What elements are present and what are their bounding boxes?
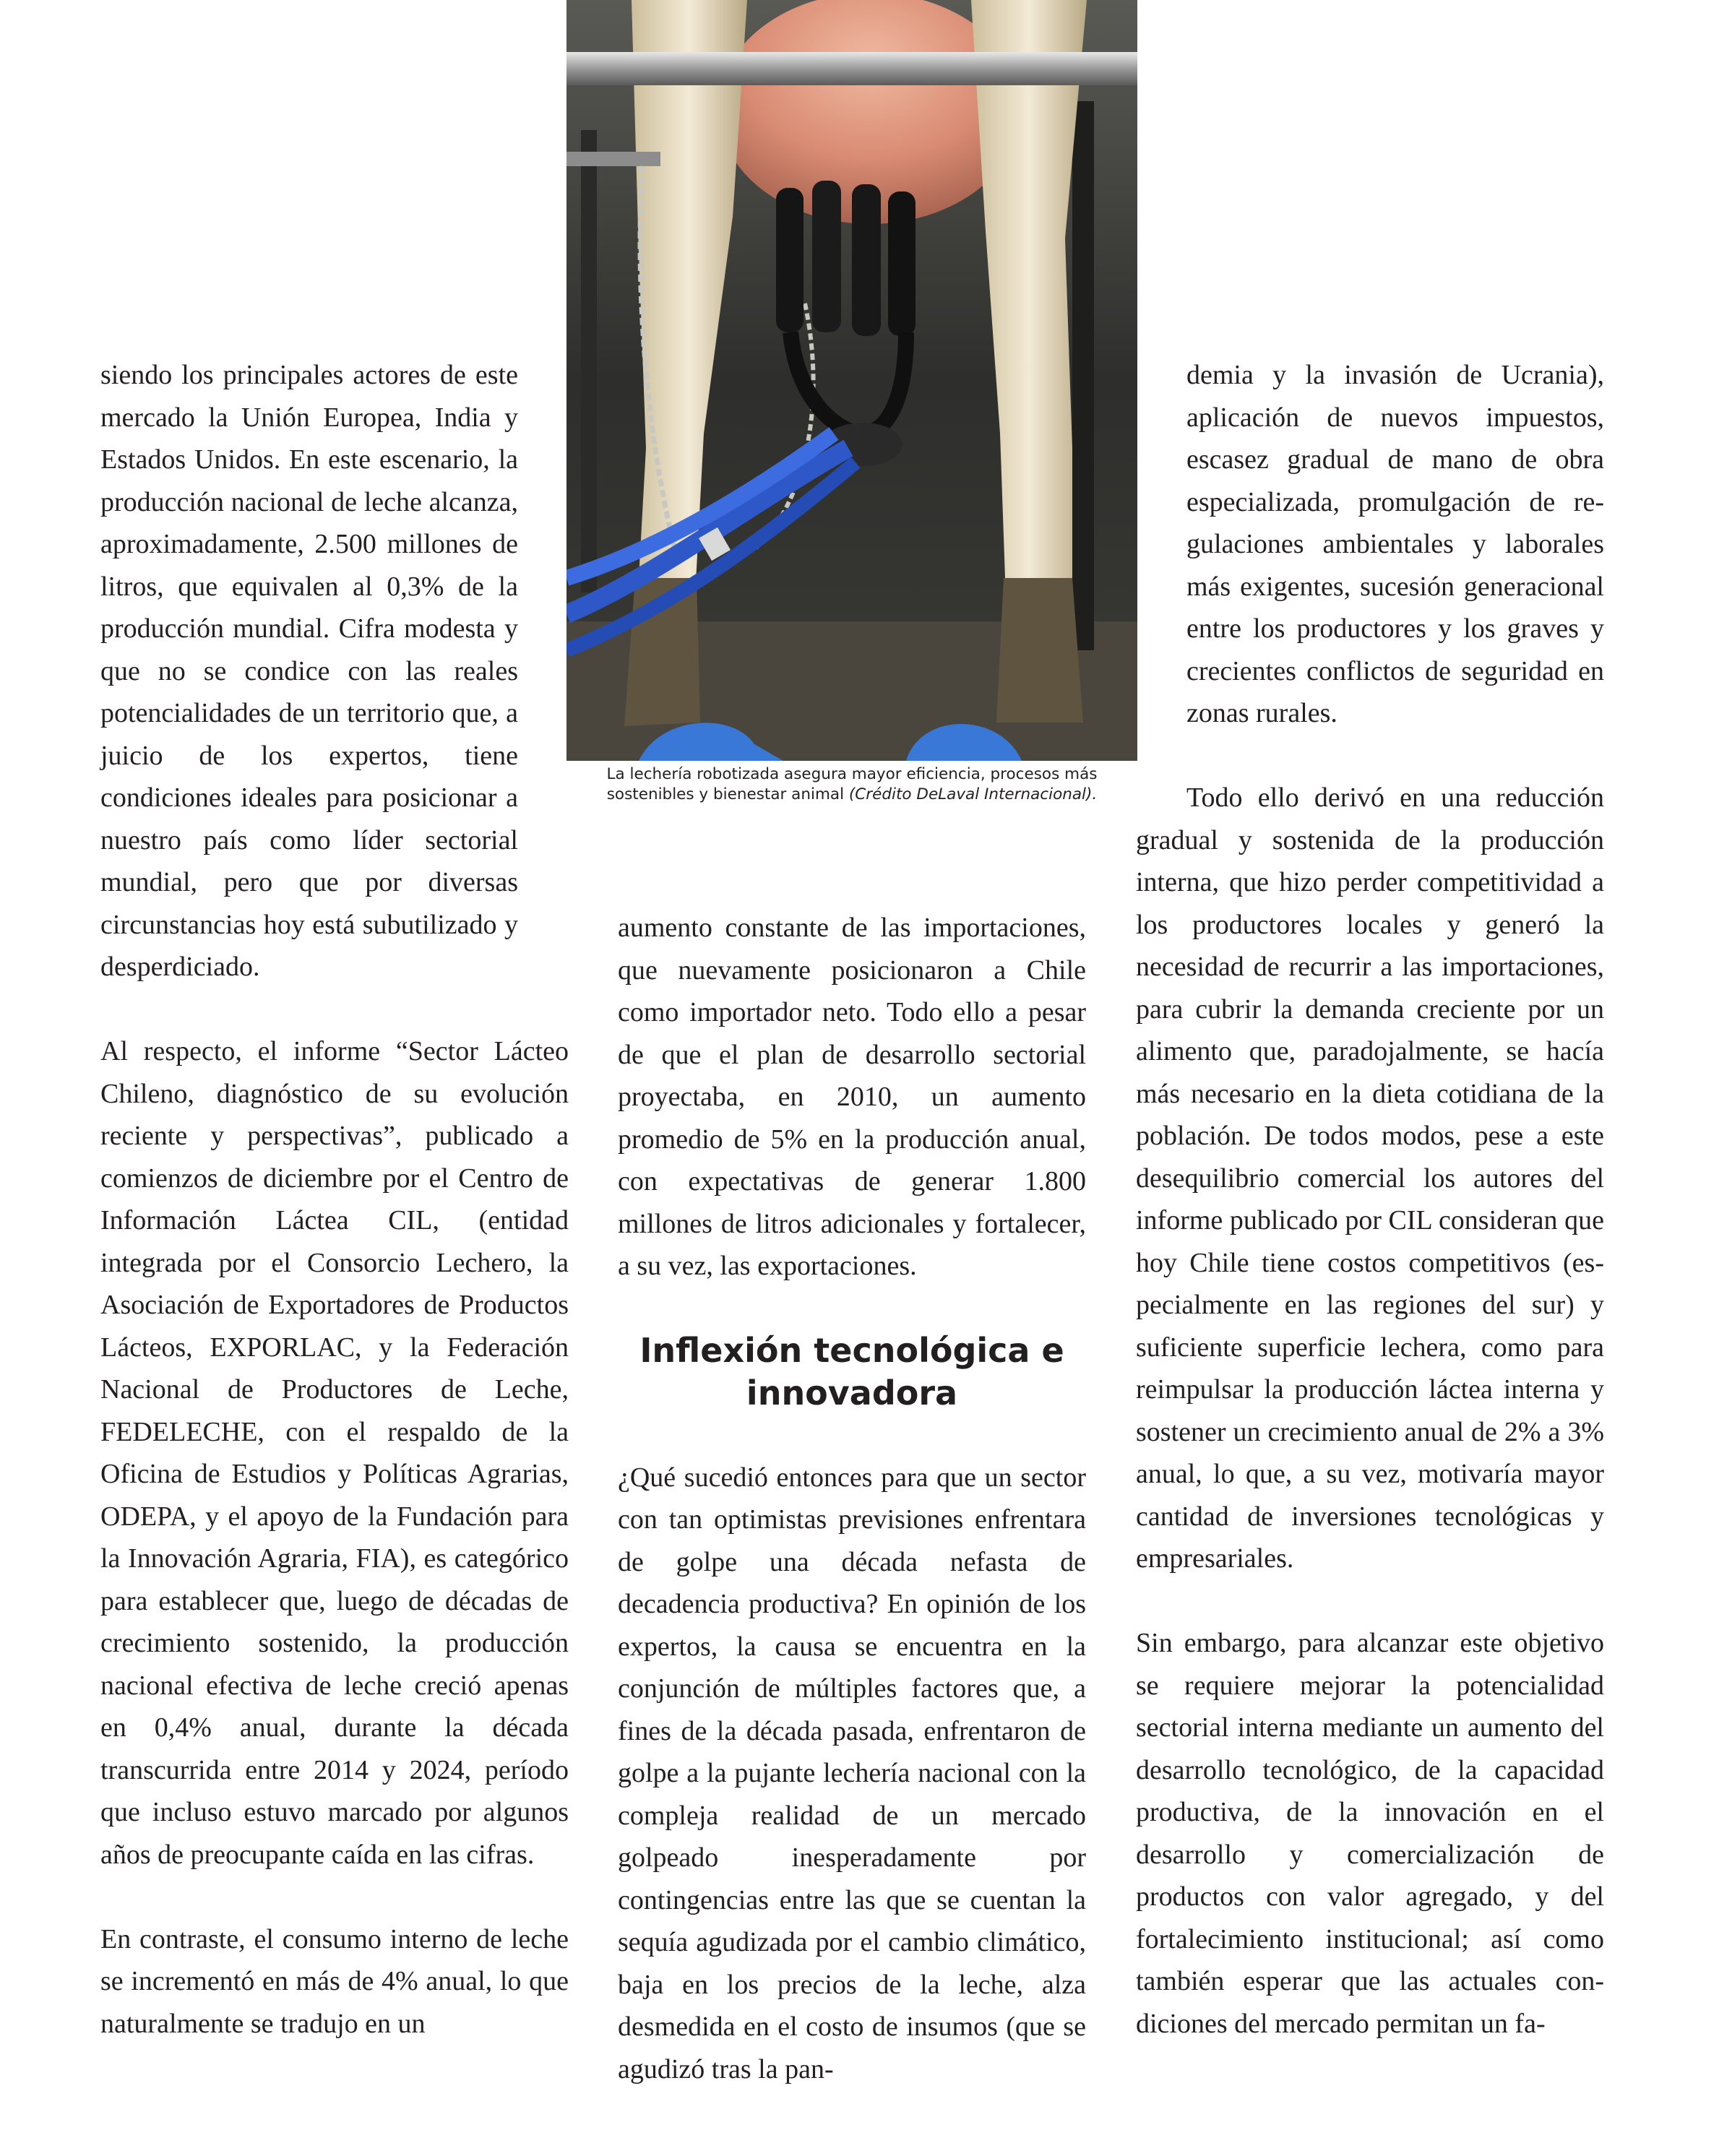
milking-robot-photo <box>566 0 1137 761</box>
photo-credit: (Crédito DeLaval Internacional). <box>848 785 1098 803</box>
paragraph: Sin embargo, para alcanzar este objetivo se requiere mejorar la potencialidad sectorial interna mediante un aumento del desarrollo tecnológico, de la capacidad productiva, de la innovación en el desarrollo y comercialización de productos con valor agregado, y del fortalecimiento institucional; así como también esperar que las actuales condiciones del mercado permitan un fa- <box>1136 1628 1604 2039</box>
paragraph: Todo ello derivó en una reducción gradual y sostenida de la producción interna, que hizo perder competitividad a los productores locales y generó la necesidad de recurrir a las importaciones, para cubrir la demanda creciente por un alimento que, paradojalmente, se hacía más necesario en la dieta cotidiana de la población. De todos modos, pese a este desequilibrio comercial los autores del informe publicado por CIL consideran que hoy Chile tiene costos competitivos (especialmente en las regiones del sur) y suficiente superficie lechera, como para reimpulsar la producción láctea interna y sostener un crecimiento anual de 2% a 3% anual, lo que, a su vez, motivaría mayor cantidad de inversiones tecnológicas y empresariales. <box>1136 782 1604 1574</box>
article-column-3 <box>1136 354 1604 2045</box>
paragraph: aumento constante de las importaciones, que nuevamente posicionaron a Chile como importador neto. Todo ello a pesar de que el plan de desarrollo sectorial proyectaba, en 2010, un aumento promedio de 5% en la producción anual, con expectativas de generar 1.800 millones de litros adicionales y fortalecer, a su vez, las exportaciones. <box>618 913 1086 1281</box>
article-column-2 <box>618 907 1086 2090</box>
paragraph: demia y la invasión de Ucrania), aplicación de nuevos impuestos, escasez gradual de mano de obra especializada, promulgación de regulaciones ambientales y laborales más exigentes, sucesión generacional entre los productores y los graves y crecientes conflictos de seguridad en zonas rurales. <box>1186 360 1604 728</box>
article-column-1 <box>100 354 569 2045</box>
paragraph: ¿Qué sucedió entonces para que un sector con tan optimistas previsiones enfrentara de golpe una década nefasta de decadencia productiva? En opinión de los expertos, la causa se encuentra en la conjunción de múltiples factores que, a fines de la década pasada, enfrentaron de golpe a la pujante lechería nacional con la compleja realidad de un mercado golpeado inesperadamente por contingencias entre las que se cuentan la sequía agudizada por el cambio climático, baja en los precios de la leche, alza desmedida en el costo de insumos (que se agudizó tras la pan- <box>618 1462 1086 2084</box>
caption-text: La lechería robotizada asegura mayor eficiencia, procesos más sostenibles y bienestar animal <box>606 765 1098 803</box>
section-heading: Inflexión tecnológica e innovadora <box>639 1331 1064 1413</box>
paragraph: siendo los principales actores de este mercado la Unión Europea, India y Estados Unidos. En este escenario, la producción nacional de leche alcanza, aproximadamente, 2.500 millones de litros, que equivalen al 0,3% de la producción mundial. Cifra modesta y que no se condice con las reales potencialidades de un territorio que, a juicio de los expertos, tiene condiciones ideales para posicionar a nuestro país como líder sectorial mundial, pero que por diversas circunstancias hoy está subutilizado y desperdiciado. <box>100 360 518 982</box>
figure-wrap-spacer <box>1136 354 1186 816</box>
figure-caption <box>566 764 1137 805</box>
paragraph: En contraste, el consumo interno de leche se incrementó en más de 4% anual, lo que naturalmente se tradujo en un <box>100 1923 569 2039</box>
figure-wrap-spacer <box>518 354 569 910</box>
paragraph: Al respecto, el informe “Sector Lácteo Chileno, diagnóstico de su evolución reciente y perspectivas”, publicado a comienzos de diciembre por el Centro de Información Láctea CIL, (entidad integrada por el Consorcio Lechero, la Asociación de Exportadores de Productos Lácteos, EXPORLAC, y la Federación Nacional de Productores de Leche, FEDELECHE, con el respaldo de la Oficina de Estudios y Políticas Agrarias, ODEPA, y el apoyo de la Fundación para la Innovación Agraria, FIA), es categórico para establecer que, luego de décadas de crecimiento sostenido, la producción nacional efectiva de leche creció apenas en 0,4% anual, durante la década transcurrida entre 2014 y 2024, período que incluso estuvo marcado por algunos años de preocupante caída en las cifras. <box>100 1036 569 1870</box>
